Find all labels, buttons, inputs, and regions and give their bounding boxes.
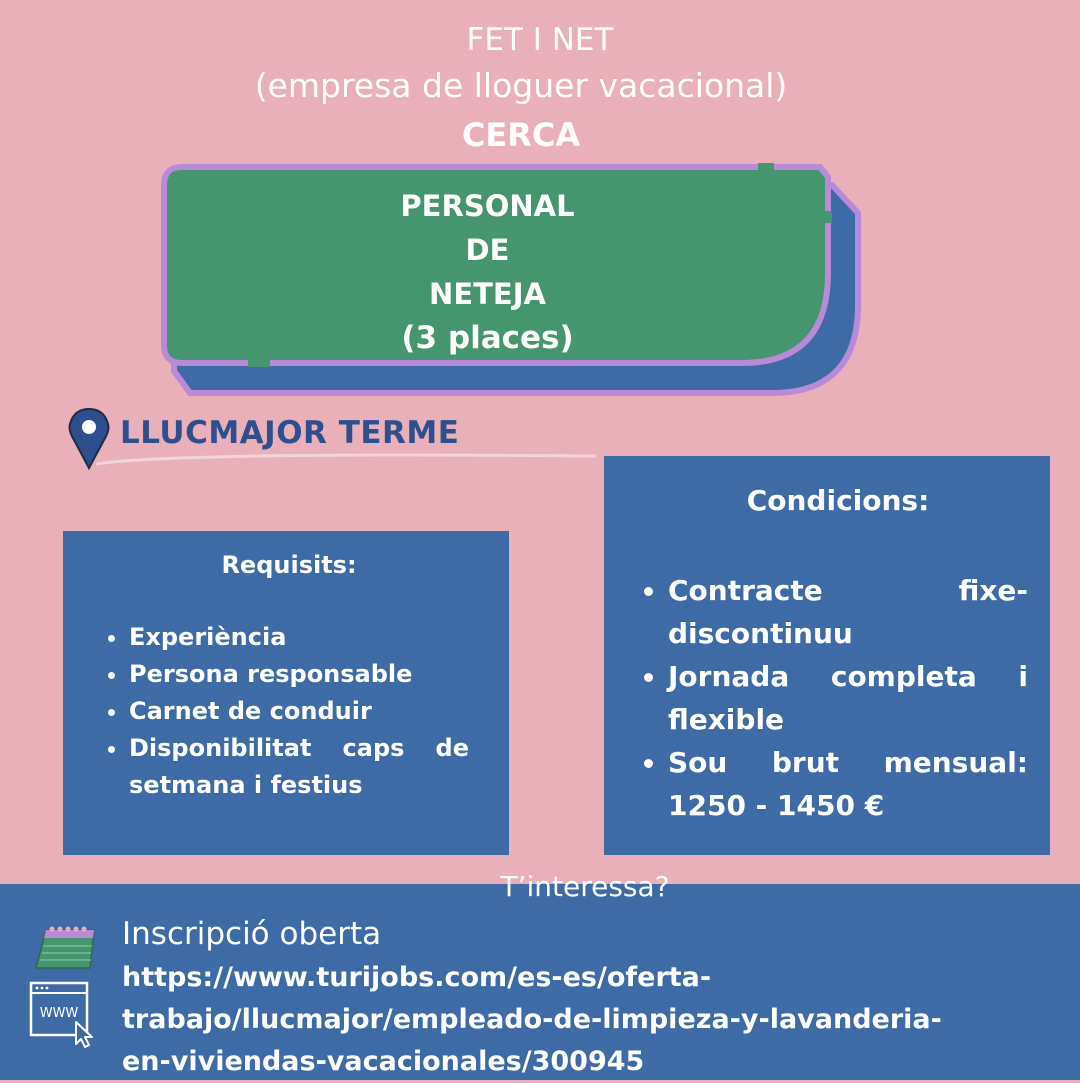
role-places: (3 places) [401,320,574,356]
role-title [340,184,635,360]
url-line-1: https://www.turijobs.com/es-es/oferta- [122,962,712,993]
list-item: • Carnet de conduir [129,693,469,730]
requisits-card [63,531,509,855]
list-item: • Disponibilitat caps de setmana i festius [129,730,469,804]
calendar-icon [34,922,98,972]
company-name: FET I NET [466,22,614,58]
condicions-title: Condicions: [746,484,930,517]
company-description: (empresa de lloguer vacacional) [254,66,788,105]
inscripcio-label: Inscripció oberta [122,916,382,952]
cerca-heading: CERCA [461,116,581,154]
list-item: • Contracte fixe-discontinuu [668,569,1028,655]
location-label: LLUCMAJOR TERME [120,415,460,451]
role-line-2: DE [465,233,510,267]
requisits-list [109,619,469,804]
url-line-2: trabajo/llucmajor/empleado-de-limpieza-y-lavanderia- [122,1004,942,1035]
www-icon [28,980,100,1048]
list-item: • Jornada completa i flexible [668,655,1028,741]
role-line-3: NETEJA [429,277,546,311]
list-item: • Sou brut mensual: 1250 - 1450 € [668,741,1028,827]
list-item: • Persona responsable [129,656,469,693]
interest-question: T’interessa? [500,870,670,903]
condicions-card [604,456,1050,855]
requisits-title: Requisits: [221,551,357,579]
location-underline [96,452,596,466]
condicions-list [648,569,1028,827]
role-line-1: PERSONAL [400,189,575,223]
job-url-link[interactable] [122,957,1022,1083]
url-line-3: en-viviendas-vacacionales/300945 [122,1046,645,1077]
www-label: WWW [39,1006,79,1021]
list-item: • Experiència [129,619,469,656]
